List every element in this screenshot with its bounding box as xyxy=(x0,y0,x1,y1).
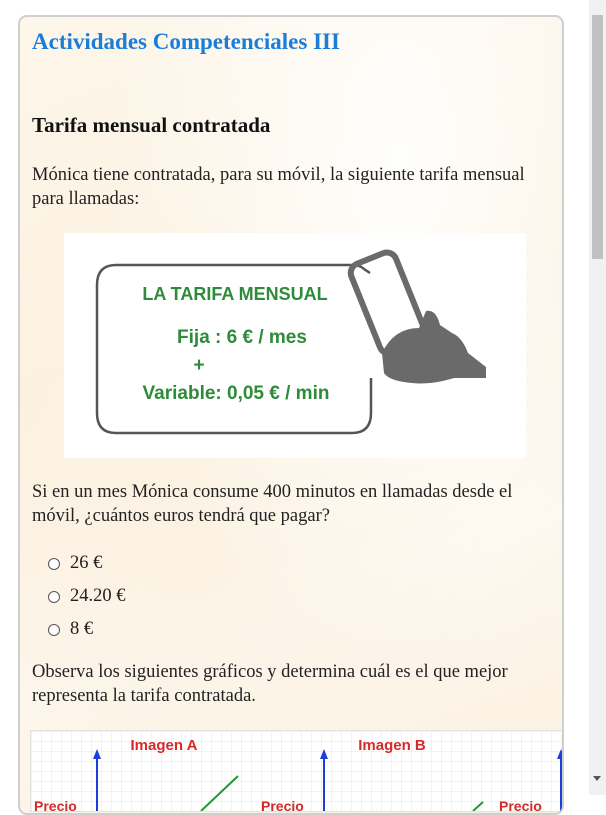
image-a-title: Imagen A xyxy=(130,737,198,754)
graphs-intro: Observa los siguientes gráficos y determina cuál es el que mejor representa la tarifa contratada. xyxy=(32,662,508,706)
tarifa-plus: + xyxy=(193,355,205,376)
image-b-ylabel: Precio xyxy=(261,798,304,811)
option-label: 8 € xyxy=(70,619,94,639)
graphs-image xyxy=(30,730,564,812)
tarifa-image xyxy=(64,233,526,458)
question-text: Si en un mes Mónica consume 400 minutos en llamadas desde el móvil, ¿cuántos euros tendrá que pagar? xyxy=(32,482,513,526)
scroll-down-arrow-icon[interactable] xyxy=(593,776,601,781)
vertical-scrollbar[interactable] xyxy=(589,0,606,795)
radio-button[interactable] xyxy=(48,624,60,636)
activity-panel xyxy=(18,15,564,815)
option-8[interactable] xyxy=(48,613,126,646)
option-label: 26 € xyxy=(70,553,103,573)
image-a-ylabel: Precio xyxy=(34,798,77,811)
page-title: Actividades Competenciales III xyxy=(32,29,340,54)
image-b-title: Imagen B xyxy=(358,737,426,754)
scrollbar-thumb[interactable] xyxy=(592,15,603,259)
option-26[interactable] xyxy=(48,547,126,580)
tarifa-variable: Variable: 0,05 € / min xyxy=(142,383,330,404)
option-24-20[interactable] xyxy=(48,580,126,613)
intro-text: Mónica tiene contratada, para su móvil, la siguiente tarifa mensual para llamadas: xyxy=(32,165,525,209)
radio-button[interactable] xyxy=(48,591,60,603)
image-c-ylabel: Precio xyxy=(499,798,542,811)
answer-options xyxy=(48,547,126,646)
section-heading: Tarifa mensual contratada xyxy=(32,113,271,137)
option-label: 24.20 € xyxy=(70,586,126,606)
radio-button[interactable] xyxy=(48,558,60,570)
tarifa-fija: Fija : 6 € / mes xyxy=(177,327,307,348)
tarifa-card-title: LA TARIFA MENSUAL xyxy=(142,284,328,304)
hand-phone-icon xyxy=(348,250,486,384)
